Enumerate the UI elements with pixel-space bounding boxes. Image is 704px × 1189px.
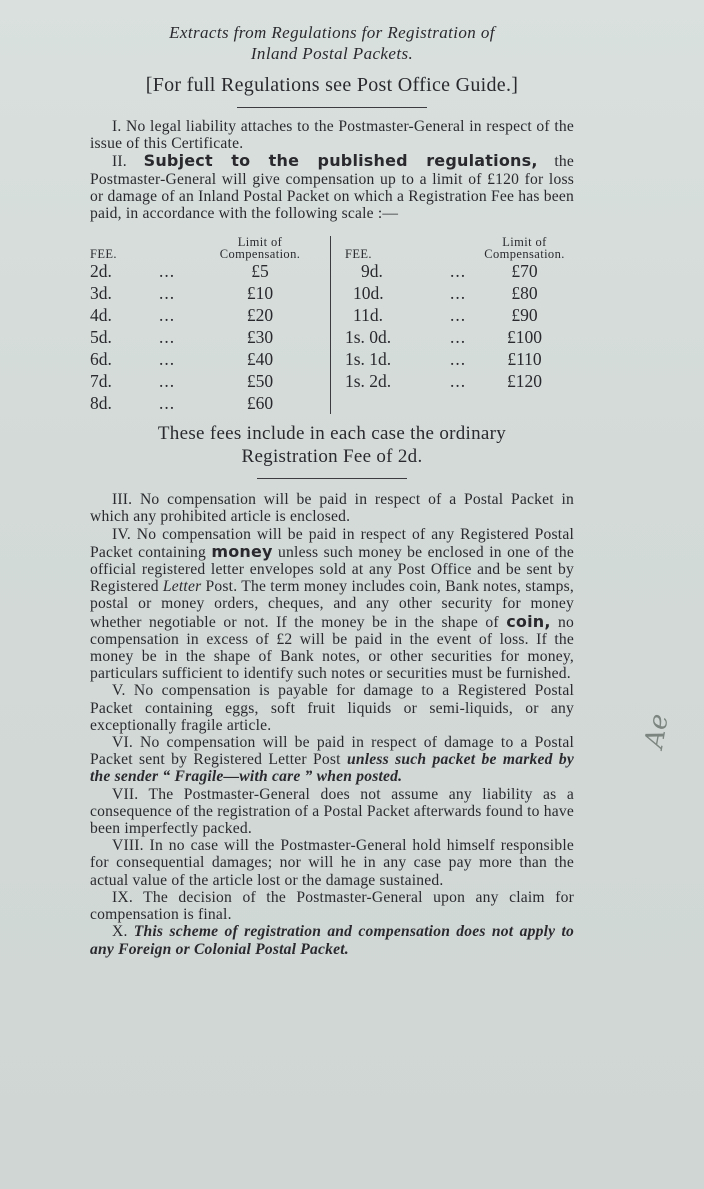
fee-header-left: FEE. bbox=[90, 247, 117, 262]
fees-note: These fees include in each case the ordinary Registration Fee of 2d. bbox=[157, 423, 507, 468]
guide-reference: [For full Regulations see Post Office Guide.] bbox=[145, 74, 519, 96]
table-row: 8d. ... £60 bbox=[90, 392, 574, 414]
table-row: 5d. ... £30 1s. 0d. ... £100 bbox=[90, 327, 542, 348]
divider bbox=[257, 478, 407, 479]
rule-8: VIII. In no case will the Postmaster-General hold himself responsible for consequential damages; nor will he in any case pay more than the actual value of the article lost or the damage sustained. bbox=[90, 837, 574, 889]
fee-header-right: FEE. bbox=[345, 247, 372, 262]
rule-4: IV. No compensation will be paid in respect of any Registered Postal Packet containing money unless such money be enclosed in one of the official registered letter envelopes sold at any Post Office and be sent by Registered Letter Post. The term money includes coin, Bank notes, stamps, postal or money orders, cheques, and any other security for money whether negotiable or not. If the money be in the shape of coin, no compensation in excess of £2 will be paid in the event of loss. If the money be in the shape of Bank notes, or other securities for money, particulars sufficient to identify such notes or securities must be furnished. bbox=[90, 525, 574, 683]
rule-2-text: the Postmaster-General will give compensation up to a limit of £120 for loss or damage of an Inland Postal Packet on which a Registration Fee has been paid, in accordance with the following scale :— bbox=[90, 153, 574, 223]
table-row: 3d. ... £10 10d. ... £80 bbox=[90, 283, 538, 304]
table-row: 2d. ... £5 9d. ... £70 bbox=[90, 261, 538, 282]
table-row: 6d. ... £40 1s. 1d. ... £110 bbox=[90, 349, 542, 370]
table-row: 4d. ... £20 11d. ... £90 bbox=[90, 305, 538, 326]
rule-2-lead: Subject to the published regulations, bbox=[143, 151, 538, 171]
rule-10: X. This scheme of registration and compensation does not apply to any Foreign or Colonial Postal Packet. bbox=[90, 923, 574, 958]
fee-table-header bbox=[90, 236, 574, 260]
rule-1: I. No legal liability attaches to the Postmaster-General in respect of the issue of this Certificate. bbox=[90, 118, 574, 153]
rule-5: V. No compensation is payable for damage to a Registered Postal Packet containing eggs, soft fruit liquids or semi-liquids, or any exceptionally fragile article. bbox=[90, 682, 574, 734]
title-line-2: Inland Postal Packets. bbox=[250, 44, 414, 63]
rule-6: VI. No compensation will be paid in respect of damage to a Postal Packet sent by Registered Letter Post unless such packet be marked by the sender “ Fragile—with care ” when posted. bbox=[90, 734, 574, 786]
regulations-sheet bbox=[90, 22, 574, 958]
divider bbox=[237, 107, 427, 108]
pencil-margin-mark: Ae bbox=[639, 711, 675, 751]
title-line-1: Extracts from Regulations for Registration of bbox=[169, 23, 495, 42]
limit-header-left: Limit of Compensation. bbox=[190, 236, 331, 260]
rule-3: III. No compensation will be paid in respect of a Postal Packet in which any prohibited article is enclosed. bbox=[90, 491, 574, 526]
limit-header-right: Limit of Compensation. bbox=[484, 235, 565, 262]
table-row: 7d. ... £50 1s. 2d. ... £120 bbox=[90, 371, 542, 392]
rule-9: IX. The decision of the Postmaster-General upon any claim for compensation is final. bbox=[90, 888, 574, 924]
fee-table bbox=[90, 236, 574, 414]
rule-2 bbox=[90, 152, 574, 222]
rule-2-number: II. bbox=[112, 153, 127, 171]
rule-7: VII. The Postmaster-General does not assume any liability as a consequence of the registration of a Postal Packet afterwards found to have been imperfectly packed. bbox=[90, 785, 574, 838]
